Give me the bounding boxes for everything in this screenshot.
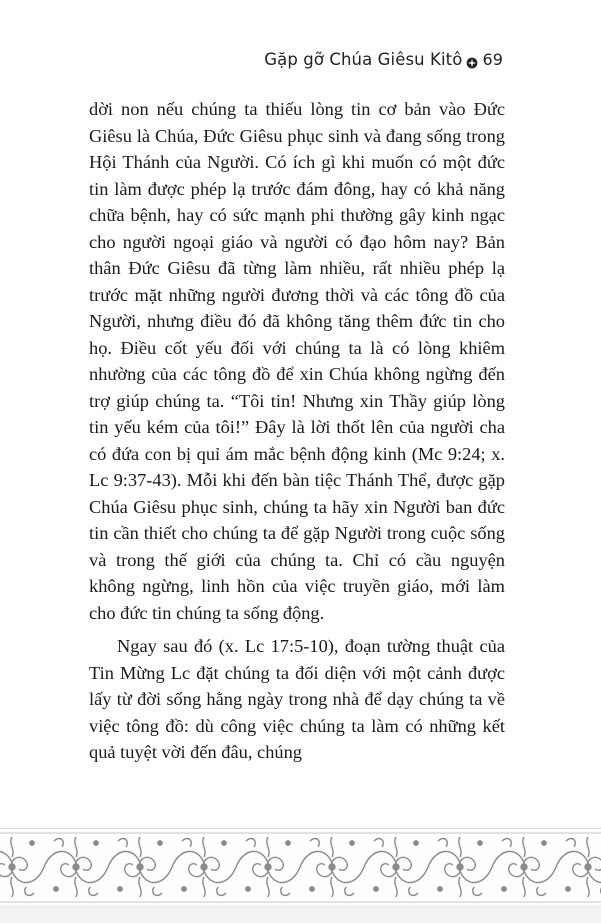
page-number: 69 xyxy=(482,50,503,69)
running-header xyxy=(264,50,503,69)
body-text xyxy=(89,96,505,766)
header-title: Gặp gỡ Chúa Giêsu Kitô xyxy=(264,50,463,69)
floral-ornament-icon xyxy=(0,828,601,905)
cross-icon xyxy=(466,54,478,66)
paragraph: Ngay sau đó (x. Lc 17:5-10), đoạn tường thuật của Tin Mừng Lc đặt chúng ta đối diện với một cảnh được lấy từ đời sống hằng ngày trong nhà để dạy chúng ta về việc tông đồ: dù công việc chúng ta làm có những kết quả tuyệt vời đến đâu, chúng xyxy=(89,636,505,762)
paragraph: dời non nếu chúng ta thiếu lòng tin cơ bản vào Đức Giêsu là Chúa, Đức Giêsu phục sinh và đang sống trong Hội Thánh của Người. Có ích gì khi muốn có một đức tin làm được phép lạ trước đám đông, hay có khả năng chữa bệnh, hay có sức mạnh phi thường gây kinh ngạc cho người ngoại giáo và người có đạo hôm nay? Bản thân Đức Giêsu đã từng làm nhiều, rất nhiều phép lạ trước mặt những người đương thời và các tông đồ của Người, nhưng điều đó đã không tăng thêm đức tin cho họ. Điều cốt yếu đối với chúng ta là có lòng khiêm nhường của các tông đồ để xin Chúa không ngừng đến trợ giúp chúng ta. “Tôi tin! Nhưng xin Thầy giúp lòng tin yếu kém của tôi!” Đây là lời thốt lên của người cha có đứa con bị quỉ ám mắc bệnh động kinh (Mc 9:24; x. Lc 9:37-43). Mỗi khi đến bàn tiệc Thánh Thể, được gặp Chúa Giêsu phục sinh, chúng ta hãy xin Người ban đức tin cần thiết cho chúng ta để gặp Người trong cuộc sống và trong thế giới của chúng ta. Chỉ có cầu nguyện không ngừng, linh hồn của việc truyền giáo, mới làm cho đức tin chúng ta sống động. xyxy=(89,99,505,623)
